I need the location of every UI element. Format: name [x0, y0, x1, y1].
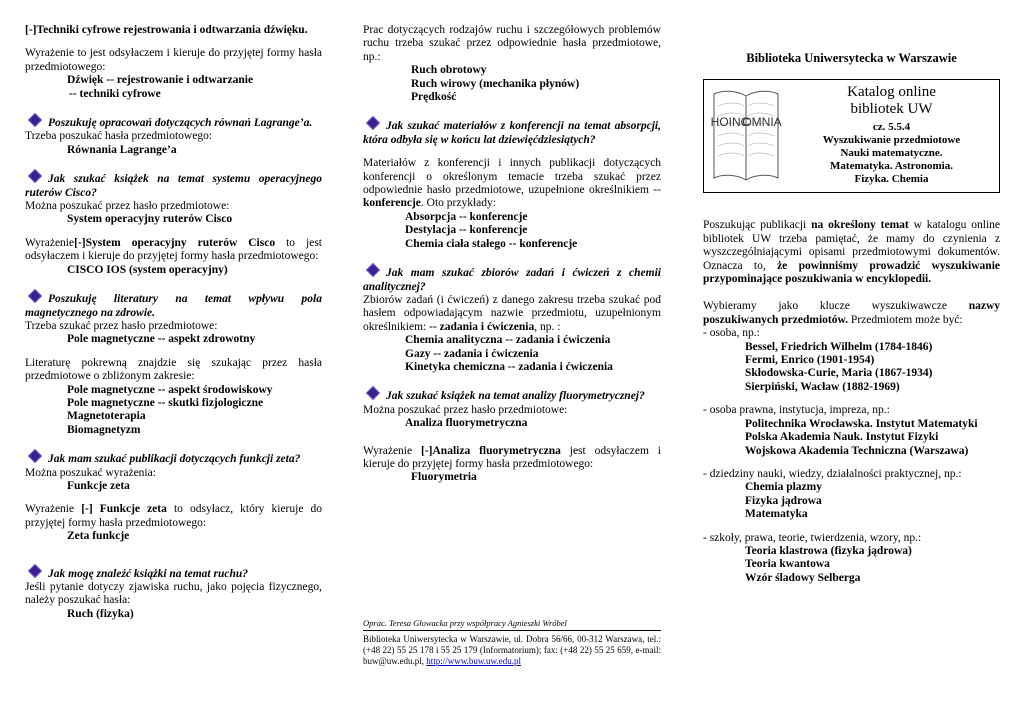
- subject-heading: Biomagnetyzm: [67, 423, 141, 436]
- left-column: [25, 24, 322, 621]
- paragraph: Wyrażenie[-]System operacyjny ruterów Cisco to jest odsyłaczem i kieruje do przyjętej formy hasła przedmiotowego:: [25, 236, 323, 263]
- paragraph: Można poszukać przez hasło przedmiotowe:: [363, 403, 568, 416]
- catalog-subtitle: Matematyka. Astronomia.: [830, 160, 953, 173]
- intro-paragraph: Poszukując publikacji na określony temat w katalogu online bibliotek UW trzeba pamiętać, że mamy do czynienia z wyszczególniającymi opisami przedmiotowymi dokumentów. Oznacza to, że powinniśmy prowadzić wyszukiwanie przypominające poszukiwania w encyklopedii.: [703, 219, 1000, 286]
- subject-heading: Chemia analityczna -- zadania i ćwiczenia: [405, 334, 611, 347]
- subject-heading: Teoria klastrowa (fizyka jądrowa): [745, 544, 912, 557]
- logo-left-letters: HOINC: [710, 115, 750, 130]
- catalog-title: Katalog online: [847, 84, 936, 101]
- subject-heading: Absorpcja -- konferencje: [405, 210, 528, 223]
- catalog-subtitle: Fizyka. Chemia: [854, 173, 929, 186]
- subject-heading: Kinetyka chemiczna -- zadania i ćwiczenia: [405, 360, 613, 373]
- heading-dzwiek: [-]Techniki cyfrowe rejestrowania i odtwarzania dźwięku.: [25, 24, 308, 36]
- subject-heading: Fluorymetria: [411, 471, 477, 484]
- subject-heading: Gazy -- zadania i ćwiczenia: [405, 347, 539, 360]
- subject-heading: Dźwięk -- rejestrowanie i odtwarzanie: [67, 74, 254, 87]
- question: Jak szukać książek na temat analizy fluorymetrycznej?: [363, 388, 661, 403]
- subject-heading: Skłodowska-Curie, Maria (1867-1934): [745, 367, 933, 380]
- catalog-info-box: [703, 79, 1000, 193]
- paragraph: Wybieramy jako klucze wyszukiwawcze nazwy poszukiwanych przedmiotów. Przedmiotem może być:: [703, 300, 1000, 326]
- subject-heading: Ruch obrotowy: [411, 64, 487, 77]
- diamond-bullet-icon: [366, 263, 380, 277]
- subject-heading: Pole magnetyczne -- aspekt zdrowotny: [67, 333, 256, 346]
- catalog-part: cz. 5.5.4: [872, 121, 911, 134]
- paragraph: Prac dotyczących rodzajów ruchu i szczegółowych problemów ruchu trzeba szukać przez odpowiednie hasła przedmiotowe, np.:: [363, 24, 661, 63]
- list-label: - osoba, np.:: [703, 327, 760, 340]
- subject-heading: CISCO IOS (system operacyjny): [67, 263, 228, 276]
- question: Jak mam szukać zbiorów zadań i ćwiczeń z chemii analitycznej?: [363, 265, 661, 294]
- subject-heading: Pole magnetyczne -- aspekt środowiskowy: [67, 383, 273, 396]
- subject-heading: Sierpiński, Wacław (1882-1969): [745, 380, 900, 393]
- middle-column: [363, 24, 661, 485]
- paragraph: Literaturę pokrewną znajdzie się szukając przez hasła przedmiotowe o zbliżonym zakresie:: [25, 356, 322, 383]
- library-website-link[interactable]: http://www.buw.uw.edu.pl: [426, 656, 521, 666]
- logo-right-letters: OMNIA: [742, 115, 782, 130]
- subject-heading: Polska Akademia Nauk. Instytut Fizyki: [745, 431, 939, 444]
- subject-heading: Fizyka jądrowa: [745, 494, 822, 507]
- divider: [363, 630, 661, 631]
- subject-heading: Pole magnetyczne -- skutki fizjologiczne: [67, 396, 264, 409]
- question: Jak szukać książek na temat systemu operacyjnego ruterów Cisco?: [25, 171, 322, 200]
- library-name: Biblioteka Uniwersytecka w Warszawie: [746, 51, 957, 65]
- question: Jak szukać materiałów z konferencji na temat absorpcji, która odbyła się w końcu lat dziewięćdziesiątych?: [363, 118, 661, 147]
- paragraph: Jeśli pytanie dotyczy zjawiska ruchu, jako pojęcia fizycznego, należy poszukać hasła:: [25, 581, 322, 607]
- paragraph: Trzeba szukać przez hasło przedmiotowe:: [25, 319, 218, 332]
- subject-heading: -- techniki cyfrowe: [69, 87, 161, 100]
- paragraph: Wyrażenie [-] Funkcje zeta to odsyłacz, który kieruje do przyjętej formy hasła przedmiotowego:: [25, 503, 323, 529]
- diamond-bullet-icon: [28, 169, 42, 183]
- author-note: Oprac. Teresa Głowacka przy współpracy Agnieszki Wróbel: [363, 618, 567, 628]
- right-column: [703, 52, 1000, 585]
- paragraph: Zbiorów zadań (i ćwiczeń) z danego zakresu trzeba szukać pod hasłem odpowiadającym nazwie przedmiotu, uzupełnionym określnikiem: -- zadania i ćwiczenia, np. :: [363, 293, 661, 333]
- subject-heading: Magnetoterapia: [67, 410, 146, 423]
- paragraph: Materiałów z konferencji i innych publikacji dotyczących konferencji o określonym temacie trzeba szukać przez odpowiednie hasło przedmiotowe, uzupełnione określnikiem -- konferencje. Oto przykłady:: [363, 157, 661, 210]
- subject-heading: Matematyka: [745, 508, 808, 521]
- diamond-bullet-icon: [28, 449, 42, 463]
- subject-heading: Funkcje zeta: [67, 479, 130, 492]
- catalog-subtitle: Wyszukiwanie przedmiotowe: [822, 134, 961, 147]
- diamond-bullet-icon: [28, 113, 42, 127]
- subject-heading: Destylacja -- konferencje: [405, 224, 528, 237]
- paragraph: Można poszukać przez hasło przedmiotowe:: [25, 200, 230, 213]
- subject-heading: Ruch wirowy (mechanika płynów): [411, 77, 580, 90]
- university-library-logo: [710, 86, 782, 186]
- subject-heading: Wzór śladowy Selberga: [745, 571, 861, 584]
- subject-heading: Wojskowa Akademia Techniczna (Warszawa): [745, 444, 969, 457]
- diamond-bullet-icon: [366, 386, 380, 400]
- list-label: - osoba prawna, instytucja, impreza, np.:: [703, 404, 890, 417]
- diamond-bullet-icon: [28, 564, 42, 578]
- subject-heading: Chemia plazmy: [745, 481, 822, 494]
- subject-heading: Chemia ciała stałego -- konferencje: [405, 237, 578, 250]
- question: Jak mogę znaleźć książki na temat ruchu?: [25, 566, 322, 581]
- subject-heading: Równania Lagrange’a: [67, 143, 177, 156]
- diamond-bullet-icon: [366, 116, 380, 130]
- subject-heading: Bessel, Friedrich Wilhelm (1784-1846): [745, 340, 933, 353]
- diamond-bullet-icon: [28, 289, 42, 303]
- subject-heading: Zeta funkcje: [67, 530, 130, 543]
- subject-heading: Analiza fluorymetryczna: [405, 417, 528, 430]
- subject-heading: Fermi, Enrico (1901-1954): [745, 354, 875, 367]
- catalog-title: bibliotek UW: [850, 101, 933, 118]
- question: Poszukuję opracowań dotyczących równań Lagrange’a.: [25, 115, 322, 130]
- question: Poszukuję literatury na temat wpływu pola magnetycznego na zdrowie.: [25, 291, 322, 320]
- catalog-info-text: [788, 84, 995, 186]
- subject-heading: Prędkość: [411, 91, 457, 104]
- subject-heading: System operacyjny ruterów Cisco: [67, 213, 233, 226]
- question: Jak mam szukać publikacji dotyczących funkcji zeta?: [25, 451, 322, 466]
- catalog-subtitle: Nauki matematyczne.: [840, 147, 943, 160]
- list-label: - dziedziny nauki, wiedzy, działalności praktycznej, np.:: [703, 467, 962, 480]
- subject-heading: Ruch (fizyka): [67, 607, 134, 620]
- subject-heading: Teoria kwantowa: [745, 558, 830, 571]
- list-label: - szkoły, prawa, teorie, twierdzenia, wzory, np.:: [703, 531, 922, 544]
- paragraph: Wyrażenie to jest odsyłaczem i kieruje do przyjętej formy hasła przedmiotowego:: [25, 47, 322, 73]
- paragraph: Trzeba poszukać hasła przedmiotowego:: [25, 130, 213, 143]
- paragraph: Można poszukać wyrażenia:: [25, 466, 156, 479]
- library-address: Biblioteka Uniwersytecka w Warszawie, ul. Dobra 56/66, 00-312 Warszawa, tel.: (+48 22) 55 25 178 i 55 25 179 (Informatorium); fax: (+48 22) 55 25 659, e-mail: buw@uw.edu.pl, http://www.buw.uw.edu.pl: [363, 634, 661, 666]
- subject-heading: Politechnika Wrocławska. Instytut Matematyki: [745, 417, 978, 430]
- paragraph: Wyrażenie [-]Analiza fluorymetryczna jest odsyłaczem i kieruje do przyjętej formy hasła przedmiotowego:: [363, 444, 662, 470]
